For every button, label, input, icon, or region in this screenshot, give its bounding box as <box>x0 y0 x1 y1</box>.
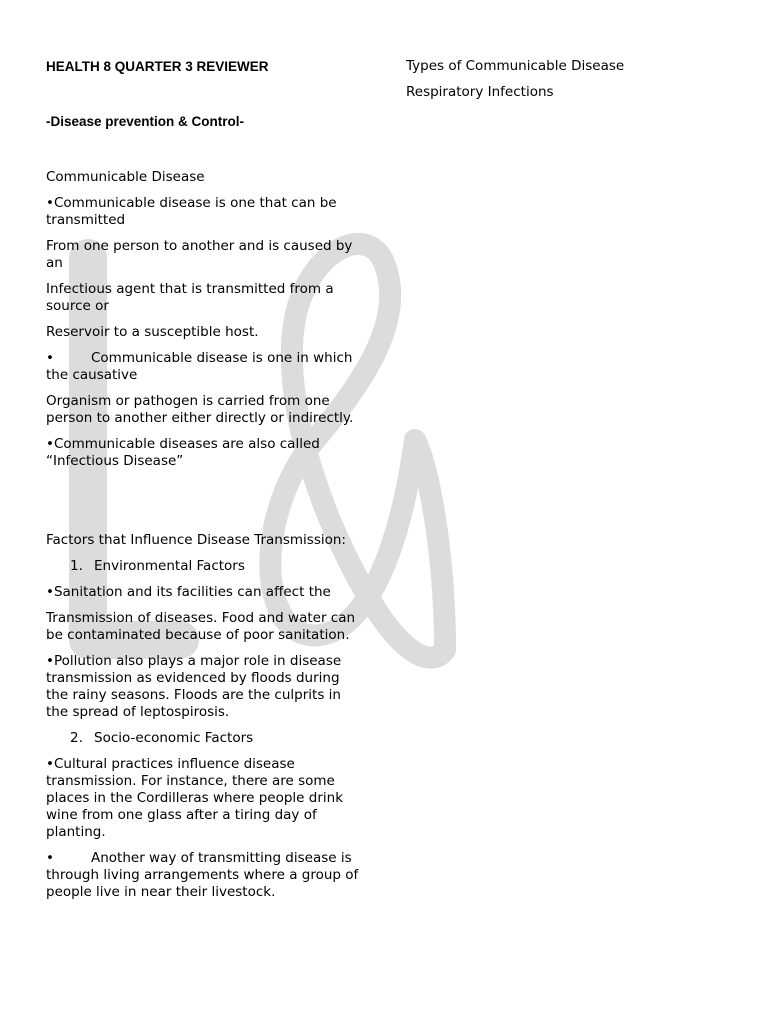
left-column <box>46 58 364 901</box>
bullet-text: Another way of transmitting disease is through living arrangements where a group of people live in near their livestock. <box>46 850 359 900</box>
section-heading-communicable: Communicable Disease <box>46 169 205 185</box>
item-text: Socio-economic Factors <box>94 730 254 746</box>
bullet-marker: • <box>46 350 54 366</box>
item-number: 1. <box>70 558 83 574</box>
section-heading-factors: Factors that Influence Disease Transmission: <box>46 532 346 548</box>
paragraph: Organism or pathogen is carried from one person to another either directly or indirectly. <box>46 393 354 426</box>
bullet-paragraph <box>46 850 364 901</box>
paragraph: •Pollution also plays a major role in disease transmission as evidenced by floods during the rainy seasons. Floods are the culprits in the spread of leptospirosis. <box>46 653 342 720</box>
document-title: HEALTH 8 QUARTER 3 REVIEWER <box>46 59 269 74</box>
right-column <box>406 58 736 101</box>
numbered-item <box>46 730 364 747</box>
item-text: Environmental Factors <box>94 558 245 574</box>
bullet-text: Communicable disease is one in which the causative <box>46 350 353 383</box>
paragraph: •Sanitation and its facilities can affect the <box>46 584 331 600</box>
right-heading-respiratory: Respiratory Infections <box>406 84 554 100</box>
numbered-item <box>46 558 364 575</box>
paragraph: •Communicable diseases are also called “Infectious Disease” <box>46 436 320 469</box>
document-subtitle: -Disease prevention & Control- <box>46 114 245 129</box>
paragraph: Reservoir to a susceptible host. <box>46 324 259 340</box>
paragraph: From one person to another and is caused by an <box>46 238 353 271</box>
right-heading-types: Types of Communicable Disease <box>406 58 625 74</box>
bullet-paragraph <box>46 350 364 384</box>
bullet-marker: • <box>46 850 54 866</box>
paragraph: Infectious agent that is transmitted from a source or <box>46 281 334 314</box>
paragraph: •Communicable disease is one that can be transmitted <box>46 195 337 228</box>
item-number: 2. <box>70 730 83 746</box>
paragraph: Transmission of diseases. Food and water can be contaminated because of poor sanitation. <box>46 610 356 643</box>
paragraph: •Cultural practices influence disease transmission. For instance, there are some places in the Cordilleras where people drink wine from one glass after a tiring day of planting. <box>46 756 344 840</box>
